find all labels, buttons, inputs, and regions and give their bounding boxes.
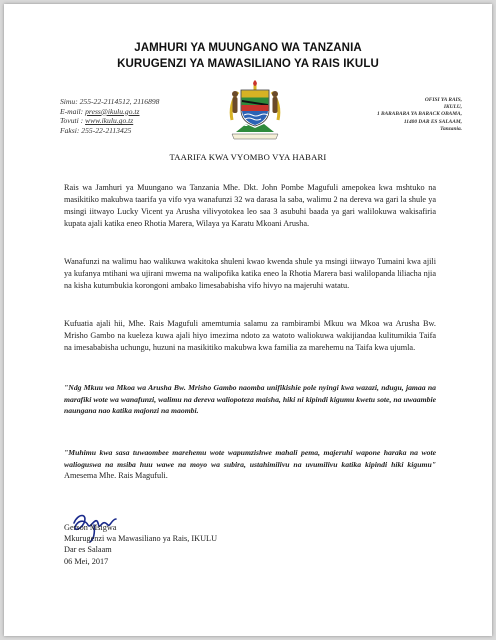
press-release-page <box>4 4 492 636</box>
release-subject: TAARIFA KWA VYOMBO VYA HABARI <box>169 152 327 162</box>
website-label: Tovuti : <box>60 116 86 126</box>
quote-1: "Ndg Mkuu wa Mkoa wa Arusha Bw. Mrisho Gambo naomba unifikishie pole nyingi kwa wazazi, ndugu, jamaa na marafiki wote wa wanafunzi, walimu na dereva waliopoteza maisha, hiki ni kipindi kigumu kwetu sote, na uwaambie naungana nao katika majonzi na maombi. <box>64 383 436 416</box>
quote-2-text: "Muhimu kwa sasa tuwaombee marehemu wote wapumzishwe mahali pema, majeruhi wapone haraka na wote walioguswa na msiba huu wawe na moyo wa subira, ustahimilivu na uvumilivu katika kipindi hiki kigumu" <box>64 448 436 469</box>
quote-2-attribution: Amesema Mhe. Rais Magufuli. <box>64 471 168 481</box>
paragraph-1: Rais wa Jamhuri ya Muungano wa Tanzania Mhe. Dkt. John Pombe Magufuli amepokea kwa mshtuko na masikitiko makubwa taarifa ya vifo vya wanafunzi 32 wa darasa la saba, walimu 2 na dereva wa gari la shule ya msingi iitwayo Lucky Vicent ya Arusha vilivyotokea leo saa 3 asubuhi baada ya gari walilokuwa wakisafiria kupata ajali katika eneo Rhotia Marera, Wilaya ya Karatu Mkoani Arusha. <box>64 183 436 228</box>
paragraph-3: Kufuatia ajali hii, Mhe. Rais Magufuli amemtumia salamu za rambirambi Mkuu wa Mkoa wa Arusha Bw. Mrisho Gambo na kueleza kuwa ajali hiyo imezima ndoto za watoto waliokuwa wakijiandaa kulitumikia Taifa na imesababisha uchungu, huzuni na masikitiko makubwa kwa familia za marehemu na Taifa kwa ujumla. <box>64 319 436 352</box>
email-line <box>60 107 159 117</box>
address-line-5: Tanzania. <box>440 125 462 132</box>
website-line <box>60 116 159 126</box>
release-date: 06 Mei, 2017 <box>64 556 109 566</box>
coat-of-arms-icon <box>226 80 284 140</box>
contact-block <box>60 97 159 135</box>
address-line-3: 1 BARABARA YA BARACK OBAMA, <box>376 111 462 118</box>
signatory-place: Dar es Salaam <box>64 545 112 555</box>
email-label: E-mail: <box>60 106 86 116</box>
address-block <box>332 97 462 133</box>
email-link[interactable]: press@ikulu.go.tz <box>85 106 140 116</box>
signature-block <box>64 522 217 567</box>
phone-line: Simu: 255-22-2114512, 2116898 <box>60 97 160 106</box>
fax-line: Faksi: 255-22-2113425 <box>60 125 132 135</box>
website-link[interactable]: www.ikulu.go.tz <box>85 116 134 126</box>
quote-2 <box>64 447 436 482</box>
address-line-2: IKULU, <box>443 104 462 111</box>
signatory-name: Gerson Msigwa <box>64 523 117 532</box>
signatory-title: Mkurugenzi wa Mawasiliano ya Rais, IKULU <box>64 534 218 544</box>
address-line-4: 11400 DAR ES SALAAM, <box>403 118 462 125</box>
address-line-1: OFISI YA RAIS, <box>424 97 462 103</box>
paragraph-2: Wanafunzi na walimu hao walikuwa wakitoka shuleni kwao kwenda shule ya msingi iitwayo Tumaini kwa ajili ya kufanya mtihani wa ujirani mwema na walipofika katika eneo la Rhotia Marera basi walilopanda liliacha njia na kisha kutumbukia korongoni ambako limesababisha vifo hivyo na majeruhi watatu. <box>64 257 436 290</box>
header-line-1: JAMHURI YA MUUNGANO WA TANZANIA <box>134 42 362 54</box>
header-line-2: KURUGENZI YA MAWASILIANO YA RAIS IKULU <box>117 58 379 70</box>
